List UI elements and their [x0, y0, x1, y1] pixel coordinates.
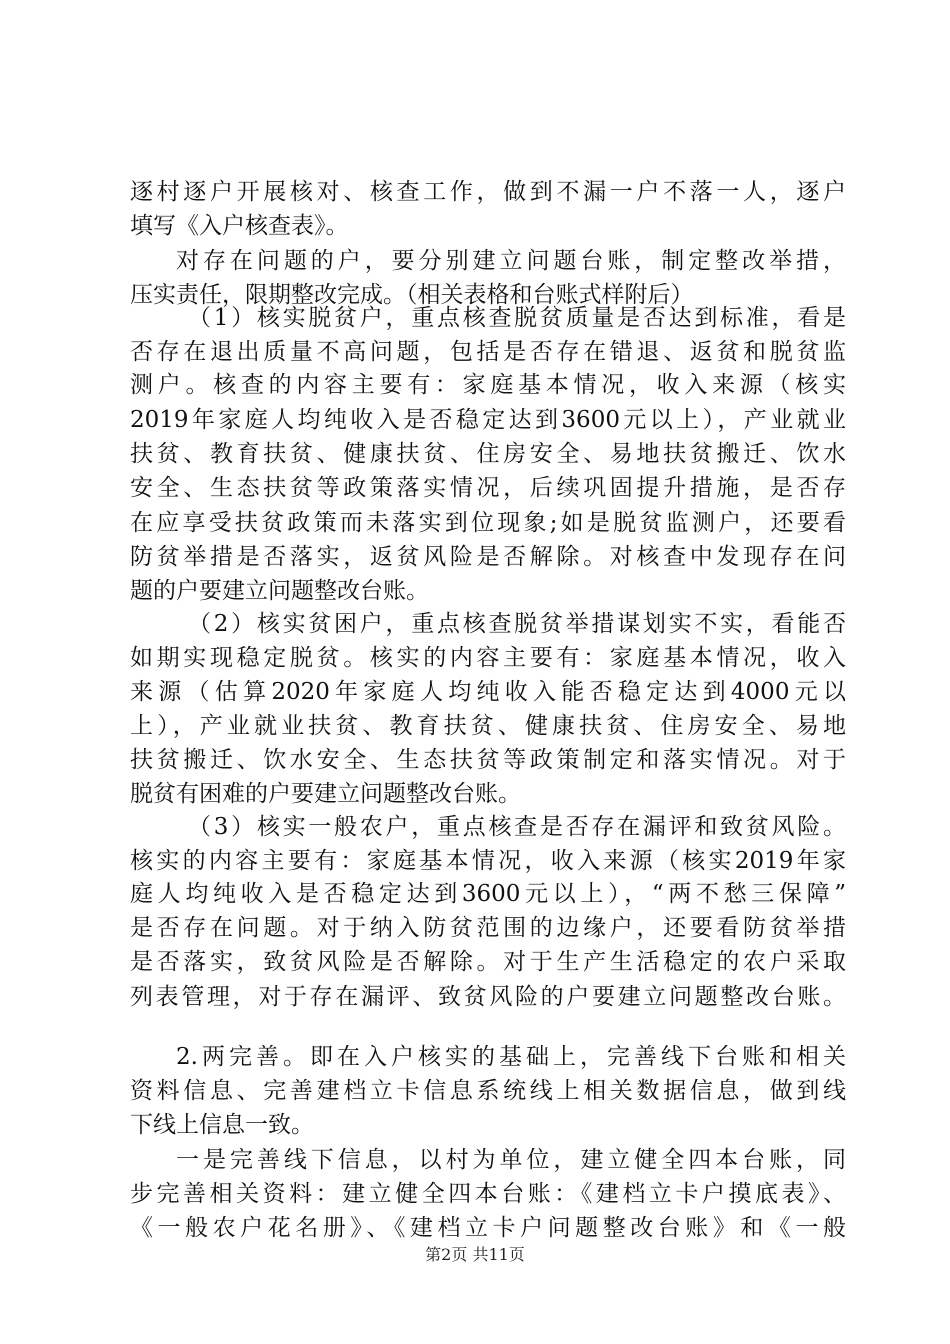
body-text-line: 防贫举措是否落实，返贫风险是否解除。对核查中发现存在问: [130, 544, 846, 570]
body-text-line: 来源（估算2020年家庭人均纯收入能否稳定达到4000元以: [130, 679, 846, 705]
body-text-line: （1）核实脱贫户，重点核查脱贫质量是否达到标准，看是: [188, 305, 846, 331]
body-text-line: （3）核实一般农户，重点核查是否存在漏评和致贫风险。: [188, 814, 846, 840]
body-text-line: 资料信息、完善建档立卡信息系统线上相关数据信息，做到线: [130, 1078, 846, 1104]
body-text-line: 填写《入户核查表》。: [130, 213, 349, 239]
body-text-line: 上），产业就业扶贫、教育扶贫、健康扶贫、住房安全、易地: [130, 713, 846, 739]
body-text-line: 对存在问题的户，要分别建立问题台账，制定整改举措，: [176, 248, 846, 274]
body-text-line: （2）核实贫困户，重点核查脱贫举措谋划实不实，看能否: [188, 611, 846, 637]
body-text-line: 2019年家庭人均纯收入是否稳定达到3600元以上），产业就业: [130, 407, 846, 433]
body-text-line: 在应享受扶贫政策而未落实到位现象;如是脱贫监测户，还要看: [130, 510, 846, 536]
body-text-line: 测户。核查的内容主要有：家庭基本情况，收入来源（核实: [130, 372, 846, 398]
body-text-line: 《一般农户花名册》、《建档立卡户问题整改台账》和《一般: [130, 1215, 846, 1241]
body-text-line: 安全、生态扶贫等政策落实情况，后续巩固提升措施，是否存: [130, 475, 846, 501]
body-text-line: 一是完善线下信息，以村为单位，建立健全四本台账，同: [176, 1147, 846, 1173]
body-text-line: 核实的内容主要有：家庭基本情况，收入来源（核实2019年家: [130, 848, 846, 874]
body-text-line: 如期实现稳定脱贫。核实的内容主要有：家庭基本情况，收入: [130, 645, 846, 671]
body-text-line: 脱贫有困难的户要建立问题整改台账。: [130, 781, 521, 807]
body-text-line: 庭人均纯收入是否稳定达到3600元以上），“两不愁三保障”: [130, 881, 846, 907]
body-text-line: 扶贫、教育扶贫、健康扶贫、住房安全、易地扶贫搬迁、饮水: [130, 441, 846, 467]
body-text-line: 题的户要建立问题整改台账。: [130, 578, 429, 604]
body-text-line: 逐村逐户开展核对、核查工作，做到不漏一户不落一人，逐户: [130, 179, 846, 205]
body-text-line: 压实责任，限期整改完成。（相关表格和台账式样附后）: [130, 282, 694, 308]
body-text-line: 是否存在问题。对于纳入防贫范围的边缘户，还要看防贫举措: [130, 915, 846, 941]
body-text-line: 扶贫搬迁、饮水安全、生态扶贫等政策制定和落实情况。对于: [130, 747, 846, 773]
body-text-line: 否存在退出质量不高问题，包括是否存在错退、返贫和脱贫监: [130, 339, 846, 365]
body-text-line: 2.两完善。即在入户核实的基础上，完善线下台账和相关: [176, 1044, 846, 1070]
body-text-line: 下线上信息一致。: [130, 1112, 314, 1138]
body-text-line: 步完善相关资料：建立健全四本台账：《建档立卡户摸底表》、: [130, 1181, 846, 1207]
body-text-line: 列表管理，对于存在漏评、致贫风险的户要建立问题整改台账。: [130, 984, 846, 1010]
page-footer: 第2页 共11页: [425, 1245, 525, 1264]
body-text-line: 是否落实，致贫风险是否解除。对于生产生活稳定的农户采取: [130, 949, 846, 975]
